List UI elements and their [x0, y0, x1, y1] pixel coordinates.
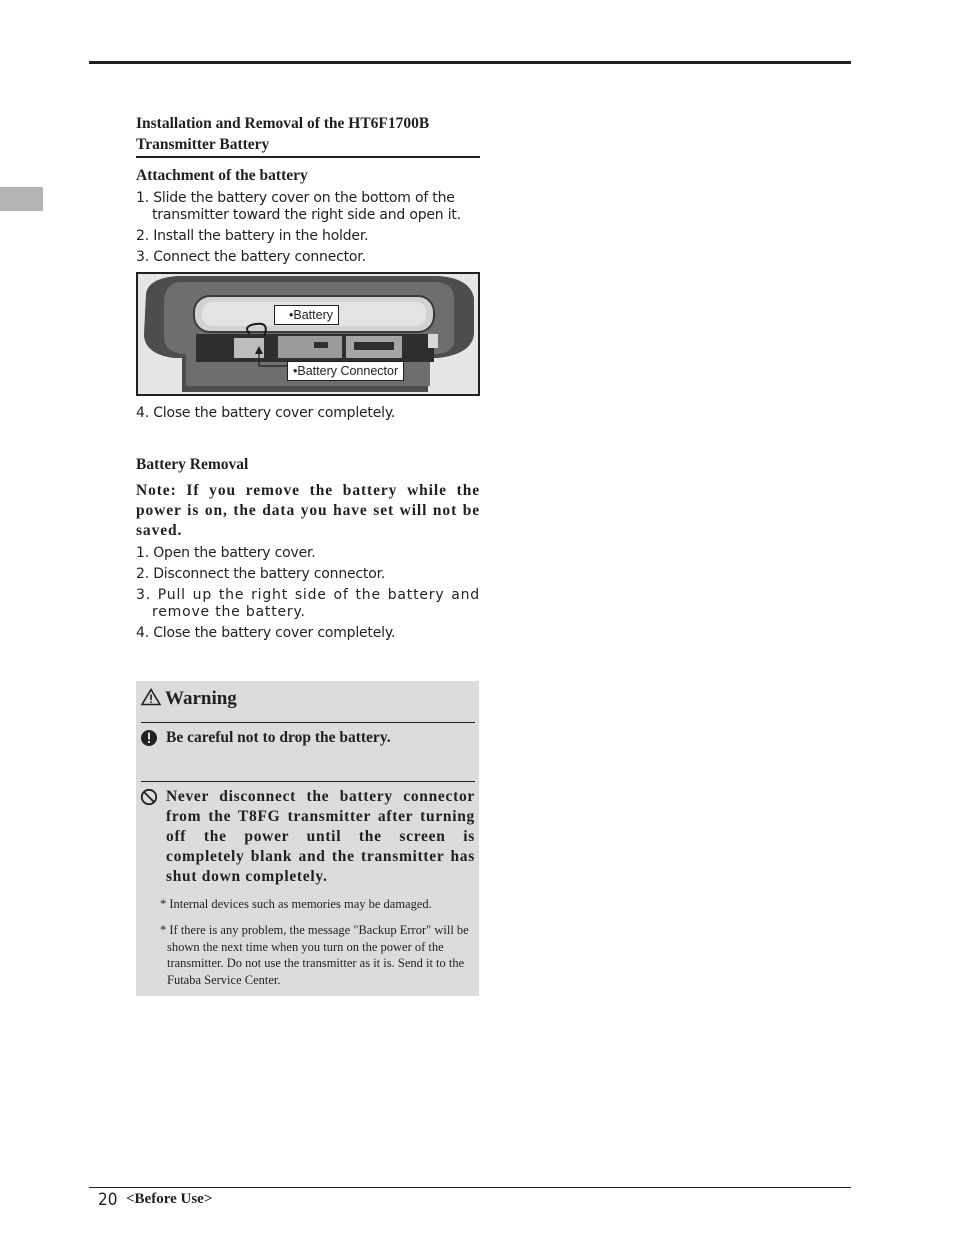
warning-footnote-backup-error: * If there is any problem, the message "Backup Error" will be shown the next time when you turn on the power of the transmitter. Do not use the transmitter as it is. Send it to the Futaba Service Center. [160, 923, 469, 987]
attachment-step-4: 4. Close the battery cover completely. [136, 405, 396, 421]
warning-heading [141, 687, 237, 713]
removal-step-1: 1. Open the battery cover. [136, 545, 316, 561]
removal-steps [136, 545, 480, 642]
removal-note: Note: If you remove the battery while the power is on, the data you have set will not be saved. [136, 482, 480, 539]
main-column [136, 113, 480, 642]
warning-footnote-damage: * Internal devices such as memories may be damaged. [160, 897, 432, 911]
removal-step-3: 3. Pull up the right side of the battery and remove the battery. [136, 587, 480, 620]
warning-divider-2 [141, 781, 475, 782]
battery-callout: •Battery [274, 305, 339, 325]
battery-connector-callout: •Battery Connector [287, 361, 404, 381]
page-number: 20 [98, 1190, 118, 1210]
attachment-step-3: 3. Connect the battery connector. [136, 249, 366, 265]
attachment-step-1: 1. Slide the battery cover on the bottom of the transmitter toward the right side and open it. [136, 190, 461, 223]
warning-item-drop: Be careful not to drop the battery. [166, 729, 391, 746]
removal-step-2: 2. Disconnect the battery connector. [136, 566, 386, 582]
attachment-step-2: 2. Install the battery in the holder. [136, 228, 369, 244]
battery-photo [136, 272, 480, 396]
prohibited-icon [140, 788, 158, 806]
page-title: Installation and Removal of the HT6F1700B Transmitter Battery [136, 113, 480, 158]
warning-box [136, 681, 479, 996]
bottom-rule [89, 1187, 851, 1188]
warning-title: Warning [165, 688, 237, 709]
footer-section-name: <Before Use> [126, 1191, 213, 1207]
removal-heading: Battery Removal [136, 456, 249, 473]
warning-triangle-icon [141, 688, 161, 713]
section-tab-marker [0, 187, 43, 211]
removal-step-4: 4. Close the battery cover completely. [136, 625, 396, 641]
exclamation-icon [140, 729, 158, 747]
top-rule [89, 61, 851, 64]
attachment-heading: Attachment of the battery [136, 167, 308, 184]
warning-divider-1 [141, 722, 475, 723]
attachment-steps [136, 190, 480, 266]
warning-item-disconnect: Never disconnect the battery connector from the T8FG transmitter after turning off the power until the screen is completely blank and the transmitter has shut down completely. [166, 788, 475, 885]
